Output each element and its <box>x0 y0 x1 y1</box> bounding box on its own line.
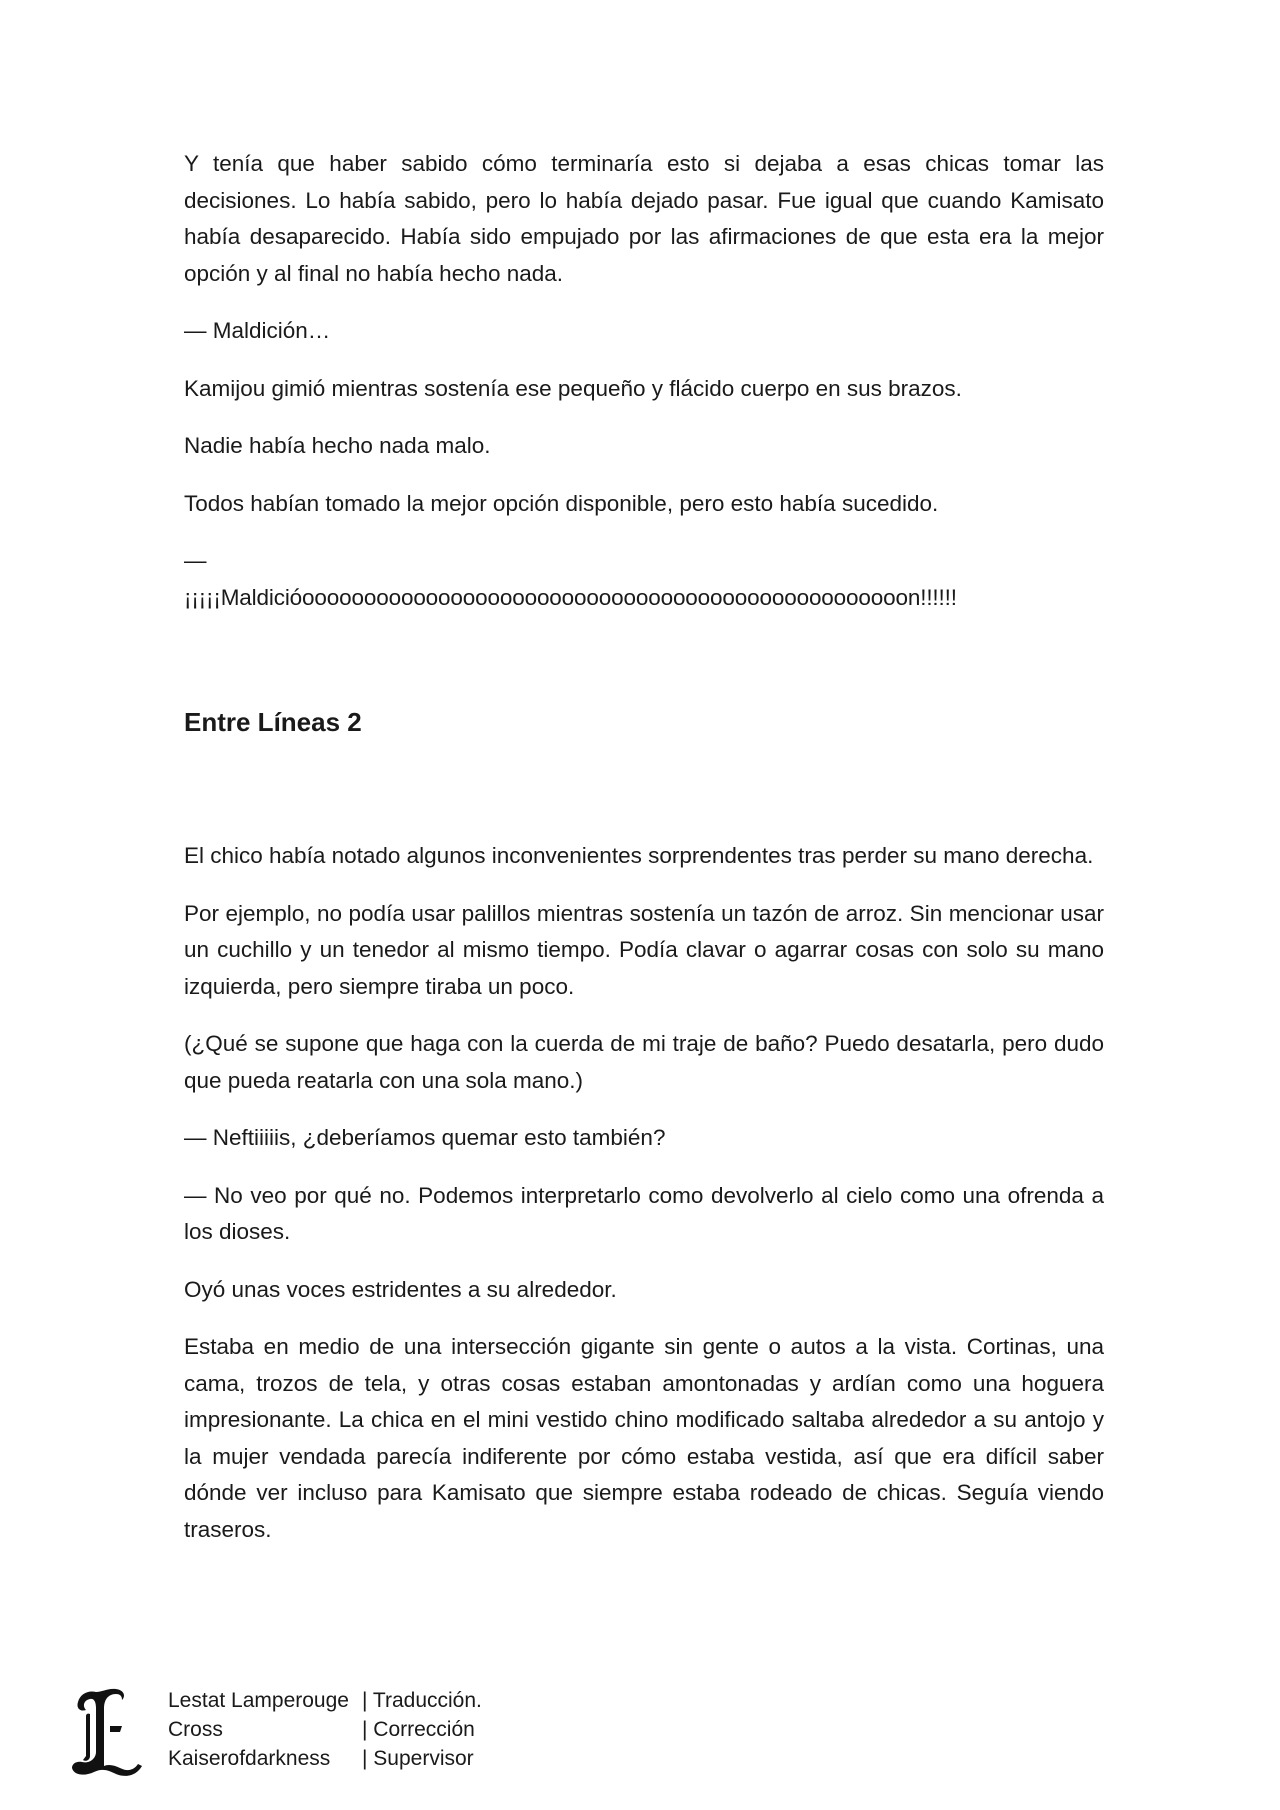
paragraph: Oyó unas voces estridentes a su alrededor. <box>184 1276 617 1302</box>
paragraph: El chico había notado algunos inconvenientes sorprendentes tras perder su mano derecha. <box>184 843 1094 868</box>
credit-name: Lestat Lamperouge <box>168 1689 349 1712</box>
credit-role: | Corrección <box>362 1715 475 1744</box>
credit-row <box>168 1744 482 1773</box>
paragraph: Todos habían tomado la mejor opción disponible, pero esto había sucedido. <box>184 490 939 516</box>
credit-name: Kaiserofdarkness <box>168 1747 331 1770</box>
gothic-L-logo-icon <box>66 1686 144 1778</box>
credit-name: Cross <box>168 1718 223 1741</box>
shout-dash: — <box>184 548 207 573</box>
chapter-title: Entre Líneas 2 <box>184 707 362 737</box>
page-footer <box>66 1686 626 1786</box>
credit-row <box>168 1715 482 1744</box>
dialogue-line: — Neftiiiiis, ¿deberíamos quemar esto también? <box>184 1125 666 1150</box>
paragraph: Nadie había hecho nada malo. <box>184 433 491 458</box>
paragraph: Kamijou gimió mientras sostenía ese pequeño y flácido cuerpo en sus brazos. <box>184 375 962 401</box>
credit-row <box>168 1686 482 1715</box>
credits-list <box>168 1686 482 1773</box>
shout-text: ¡¡¡¡¡Maldicióooooooooooooooooooooooooooooooooooooooooooooooooon!!!!!! <box>184 584 957 610</box>
credit-role: | Traducción. <box>362 1686 482 1715</box>
dialogue-line: — Maldición… <box>184 318 331 343</box>
paragraph: Estaba en medio de una intersección gigante sin gente o autos a la vista. Cortinas, una cama, trozos de tela, y otras cosas estaban amontonadas y ardían como una hoguera impresionante. La chica en el mini vestido chino modificado saltaba alrededor a su antojo y la mujer vendada parecía indiferente por cómo estaba vestida, así que era difícil saber dónde ver incluso para Kamisato que siempre estaba rodeado de chicas. Seguía viendo traseros. <box>184 1334 1104 1542</box>
dialogue-line: — No veo por qué no. Podemos interpretarlo como devolverlo al cielo como una ofrenda a los dioses. <box>184 1182 1104 1244</box>
credit-role: | Supervisor <box>362 1744 474 1773</box>
paragraph: Y tenía que haber sabido cómo terminaría esto si dejaba a esas chicas tomar las decisiones. Lo había sabido, pero lo había dejado pasar. Fue igual que cuando Kamisato había desaparecido. Había sido empujado por las afirmaciones de que esta era la mejor opción y al final no había hecho nada. <box>184 151 1104 286</box>
document-page <box>184 146 1104 1569</box>
paragraph: Por ejemplo, no podía usar palillos mientras sostenía un tazón de arroz. Sin mencionar usar un cuchillo y un tenedor al mismo tiempo. Podía clavar o agarrar cosas con solo su mano izquierda, pero siempre tiraba un poco. <box>184 900 1104 999</box>
paragraph: (¿Qué se supone que haga con la cuerda de mi traje de baño? Puedo desatarla, pero dudo que pueda reatarla con una sola mano.) <box>184 1031 1104 1093</box>
